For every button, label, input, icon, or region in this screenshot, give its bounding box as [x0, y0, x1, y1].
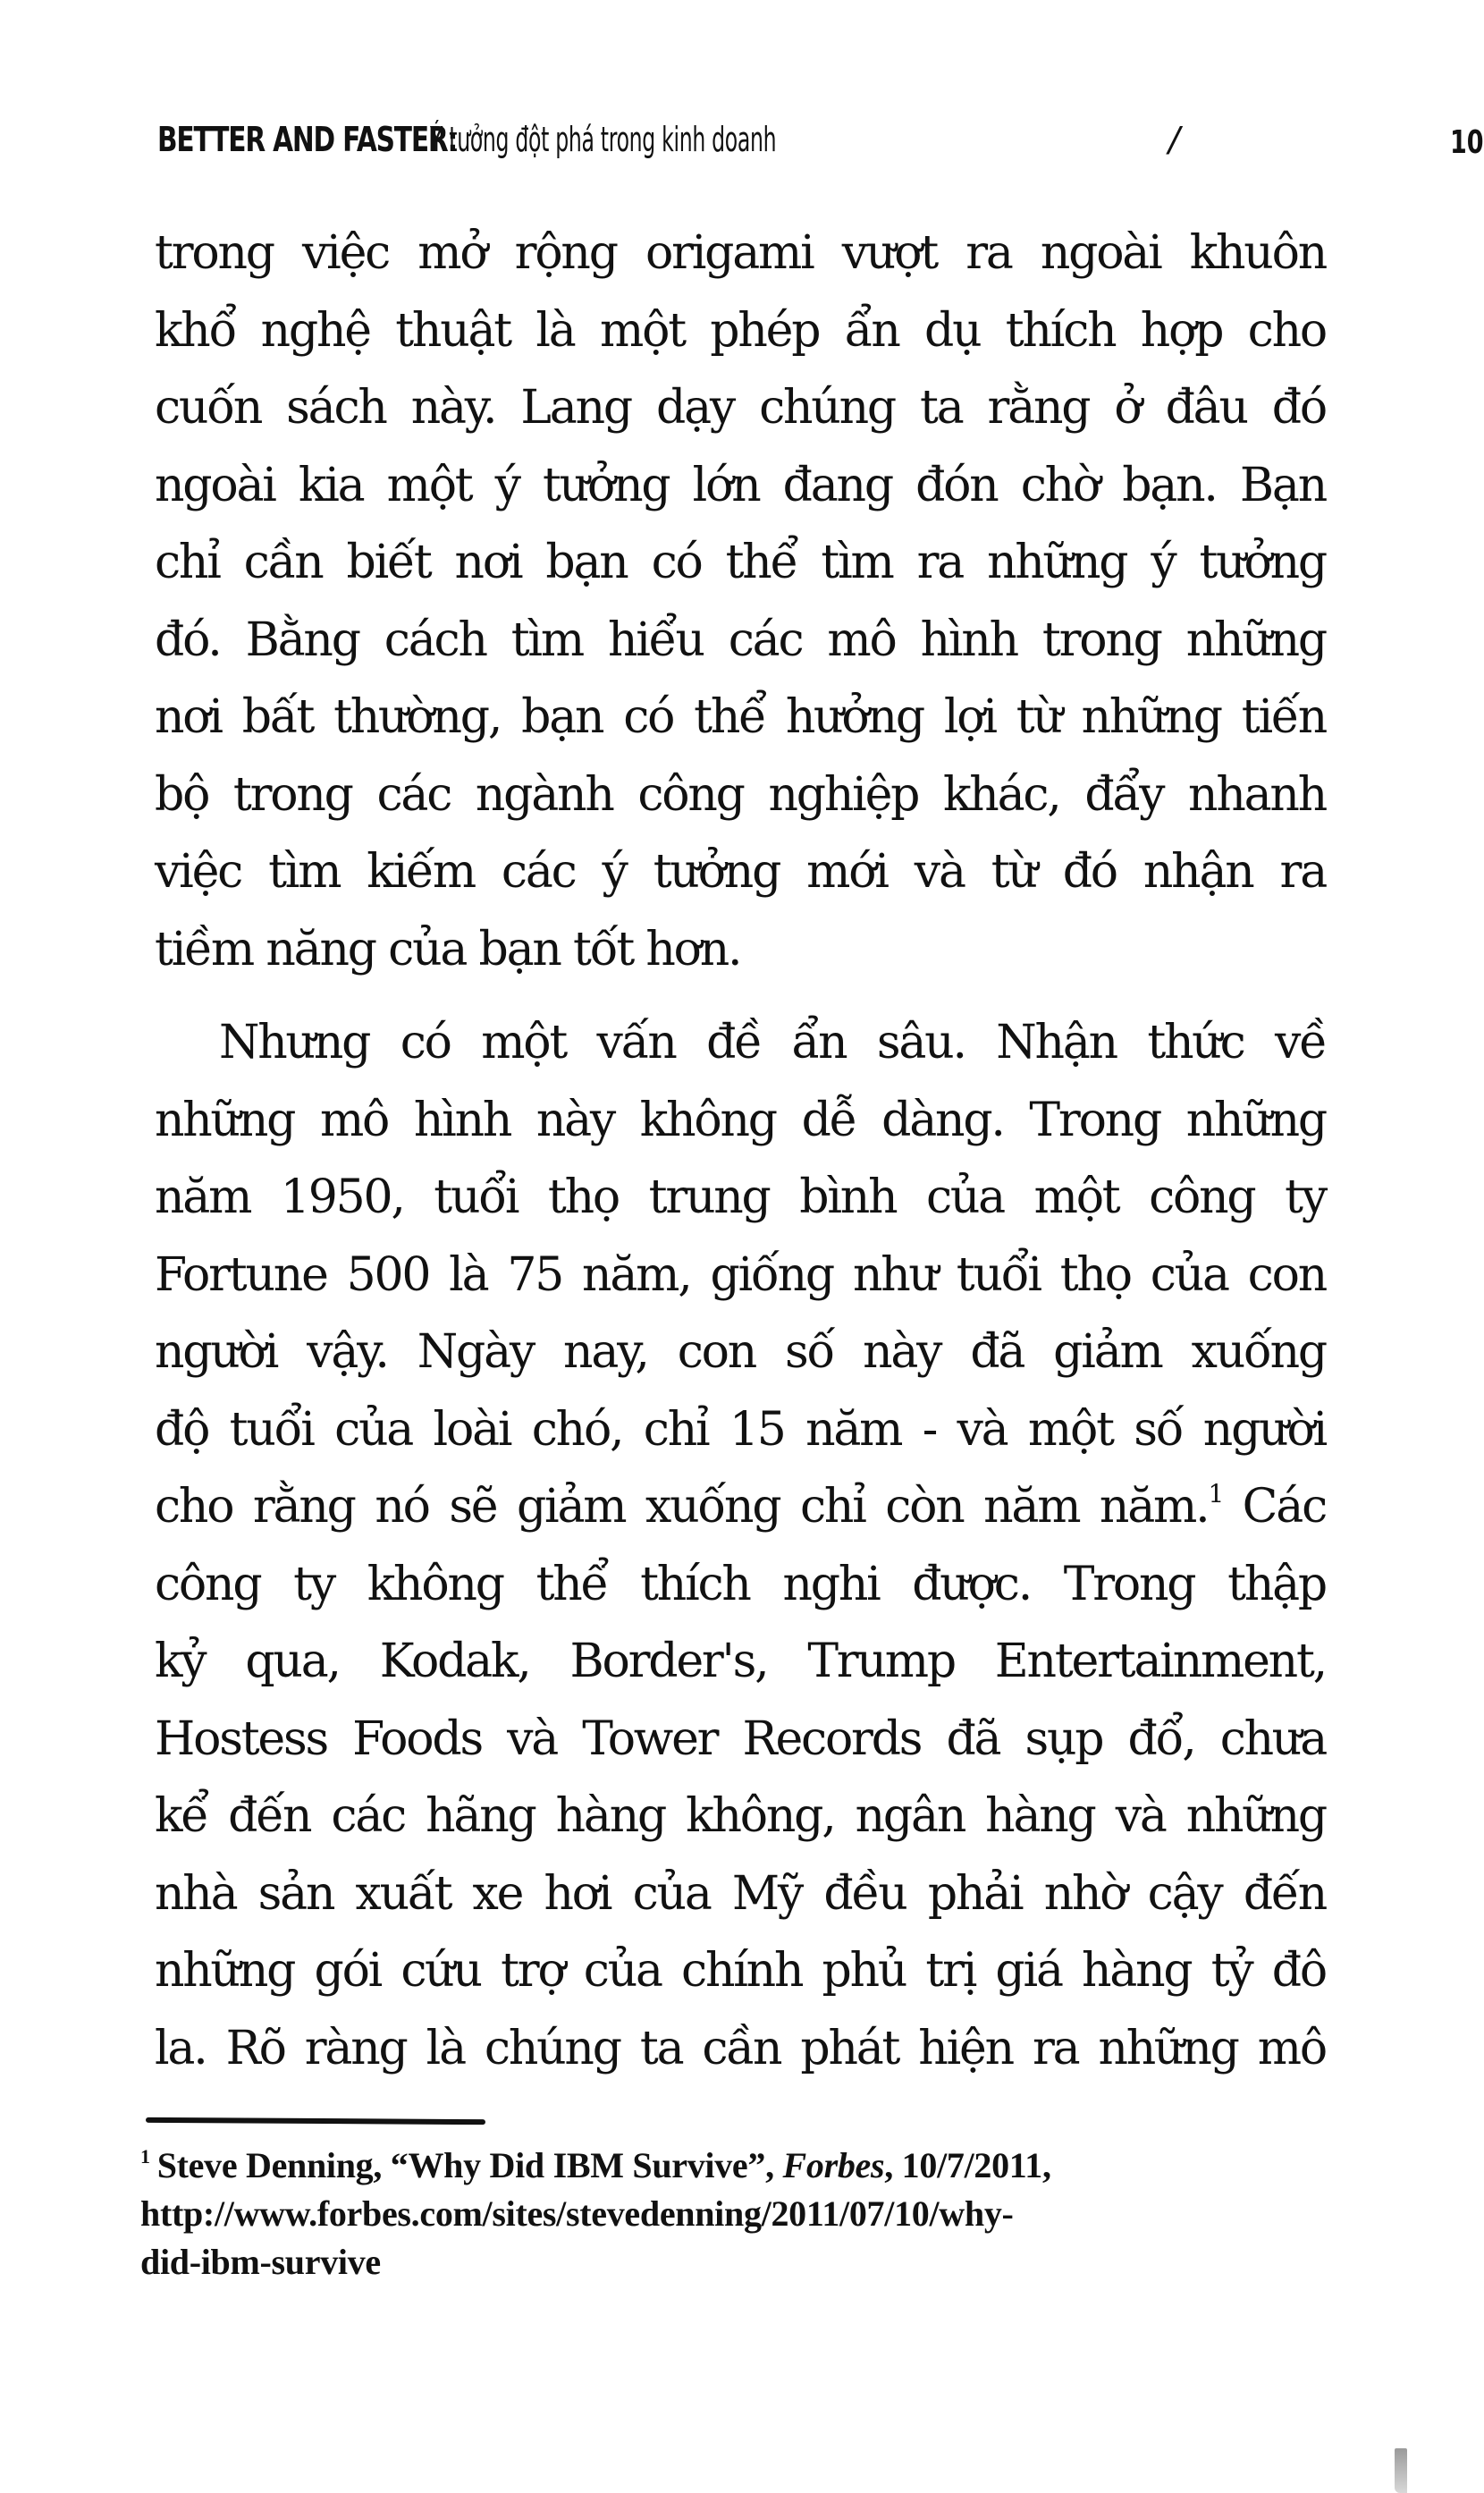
text-line: khổ nghệ thuật là một phép ẩn dụ thích hợp cho	[155, 303, 1326, 358]
footnote-url-line: did-ibm-survive	[140, 2242, 381, 2282]
text-line: việc tìm kiếm các ý tưởng mới và từ đó nhận ra	[155, 845, 1326, 899]
footnote-author: Steve Denning,	[156, 2145, 391, 2185]
text-line: người vậy. Ngày nay, con số này đã giảm xuống	[155, 1325, 1326, 1379]
text-line: đó. Bằng cách tìm hiểu các mô hình trong những	[155, 613, 1326, 667]
text-line: Hostess Foods và Tower Records đã sụp đổ, chưa	[155, 1711, 1326, 1766]
body-text	[155, 215, 1326, 2087]
text-line: bộ trong các ngành công nghiệp khác, đẩy nhanh	[155, 767, 1326, 822]
footnote	[140, 2142, 1338, 2286]
footnote-number: 1	[140, 2145, 150, 2168]
footnote-publication: Forbes	[782, 2145, 885, 2185]
text-line: kỷ qua, Kodak, Border's, Trump Entertainment,	[155, 1635, 1326, 1688]
paragraph-1	[155, 215, 1326, 988]
line-text-after-ref: Các	[1222, 1480, 1326, 1534]
paragraph-gap	[155, 988, 1326, 1004]
text-line: những gói cứu trợ của chính phủ trị giá hàng tỷ đô	[155, 1944, 1326, 1998]
header-title	[157, 113, 988, 173]
text-line: năm 1950, tuổi thọ trung bình của một công ty	[155, 1170, 1326, 1224]
text-line: những mô hình này không dễ dàng. Trong những	[155, 1093, 1326, 1147]
page-number: 10	[1450, 124, 1484, 161]
text-line: Fortune 500 là 75 năm, giống như tuổi thọ của con	[155, 1247, 1326, 1302]
footnote-url-line: http://www.forbes.com/sites/stevedenning/2011/07/10/why-	[140, 2193, 1014, 2234]
book-title: BETTER AND FASTER:	[157, 120, 458, 159]
book-subtitle: Ý tưởng đột phá trong kinh doanh	[429, 120, 777, 159]
text-line: ngoài kia một ý tưởng lớn đang đón chờ bạn. Bạn	[155, 458, 1326, 512]
text-line-with-footnote-ref	[155, 1468, 1326, 1546]
text-line: độ tuổi của loài chó, chỉ 15 năm - và một số người	[155, 1402, 1326, 1457]
text-line: cuốn sách này. Lang dạy chúng ta rằng ở đâu đó	[155, 381, 1326, 435]
text-line: nơi bất thường, bạn có thể hưởng lợi từ những tiến	[155, 690, 1326, 744]
footnote-divider	[146, 2117, 485, 2125]
text-line: Nhưng có một vấn đề ẩn sâu. Nhận thức về	[219, 1016, 1326, 1069]
text-line: tiềm năng của bạn tốt hơn.	[155, 922, 741, 976]
page-edge-mark	[1395, 2448, 1407, 2493]
text-line: công ty không thể thích nghi được. Trong thập	[155, 1557, 1326, 1611]
running-header	[157, 113, 1484, 166]
footnote-line	[140, 2142, 1338, 2190]
text-line: trong việc mở rộng origami vượt ra ngoài khuôn	[155, 226, 1326, 280]
header-separator: /	[1168, 120, 1180, 159]
text-line: kể đến các hãng hàng không, ngân hàng và những	[155, 1789, 1326, 1843]
line-text: cho rằng nó sẽ giảm xuống chỉ còn năm năm.	[155, 1480, 1209, 1534]
footnote-article: “Why Did IBM Survive”,	[390, 2145, 783, 2185]
footnote-date: , 10/7/2011,	[884, 2145, 1051, 2185]
text-line: chỉ cần biết nơi bạn có thể tìm ra những ý tưởng	[155, 536, 1326, 589]
text-line: la. Rõ ràng là chúng ta cần phát hiện ra những mô	[155, 2021, 1326, 2075]
footnote-reference[interactable]: 1	[1208, 1479, 1223, 1508]
text-line: nhà sản xuất xe hơi của Mỹ đều phải nhờ cậy đến	[155, 1866, 1326, 1921]
paragraph-2	[155, 1004, 1326, 2087]
